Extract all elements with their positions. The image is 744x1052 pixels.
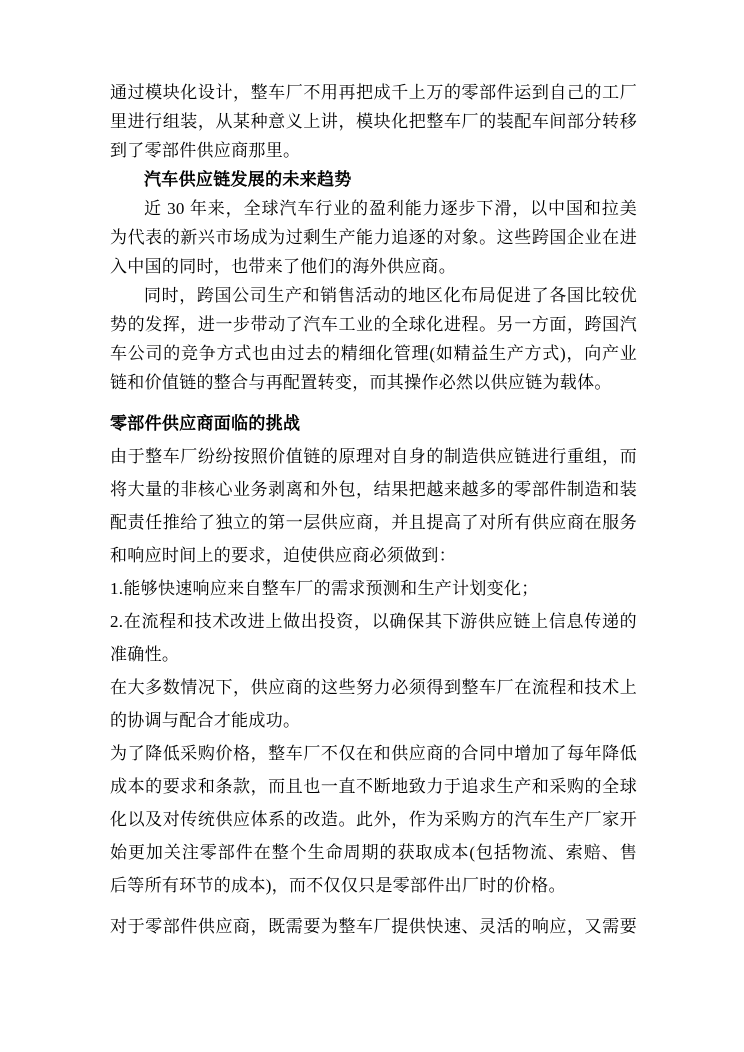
section-heading [110, 407, 637, 440]
text-line: 链和价值链的整合与再配置转变，而其操作必然以供应链为载体。 [110, 373, 612, 392]
text-line: 势的发挥，进一步带动了汽车工业的全球化进程。另一方面，跨国汽 [110, 315, 637, 334]
text-line: 和响应时间上的要求，迫使供应商必须做到： [110, 546, 456, 565]
text-line: 后等所有环节的成本)，而不仅仅只是零部件出厂时的价格。 [110, 876, 566, 895]
heading-text: 汽车供应链发展的未来趋势 [144, 170, 352, 189]
text-line: 近 30 年来，全球汽车行业的盈利能力逐步下滑，以中国和拉美 [144, 199, 637, 218]
text-line: 准确性。 [110, 645, 180, 664]
document-body [110, 78, 637, 943]
paragraph [110, 737, 637, 902]
text-line: 在大多数情况下，供应商的这些努力必须得到整车厂在流程和技术上 [110, 678, 637, 697]
text-line: 为代表的新兴市场成为过剩生产能力追逐的对象。这些跨国企业在进 [110, 228, 637, 247]
text-line: 成本的要求和条款，而且也一直不断地致力于追求生产和采购的全球 [110, 777, 637, 796]
text-line: 将大量的非核心业务剥离和外包，结果把越来越多的零部件制造和装 [110, 480, 637, 499]
paragraph [110, 194, 637, 281]
text-line: 由于整车厂纷纷按照价值链的原理对自身的制造供应链进行重组，而 [110, 447, 637, 466]
paragraph [110, 605, 637, 671]
text-line: 2.在流程和技术改进上做出投资，以确保其下游供应链上信息传递的 [110, 612, 637, 631]
text-line: 入中国的同时，也带来了他们的海外供应商。 [110, 257, 456, 276]
text-line: 化以及对传统供应体系的改造。此外，作为采购方的汽车生产厂家开 [110, 810, 637, 829]
paragraph [110, 671, 637, 737]
text-line: 车公司的竞争方式也由过去的精细化管理(如精益生产方式)，向产业 [110, 344, 637, 363]
text-line: 对于零部件供应商，既需要为整车厂提供快速、灵活的响应，又需要 [110, 917, 637, 936]
text-line: 配责任推给了独立的第一层供应商，并且提高了对所有供应商在服务 [110, 513, 637, 532]
heading-text: 零部件供应商面临的挑战 [110, 414, 301, 433]
section-heading [110, 165, 637, 194]
text-line: 的协调与配合才能成功。 [110, 711, 301, 730]
text-line: 为了降低采购价格，整车厂不仅在和供应商的合同中增加了每年降低 [110, 744, 637, 763]
paragraph [110, 572, 637, 605]
text-line: 1.能够快速响应来自整车厂的需求预测和生产计划变化； [110, 579, 539, 598]
text-line: 同时，跨国公司生产和销售活动的地区化布局促进了各国比较优 [144, 286, 637, 305]
paragraph [110, 281, 637, 397]
text-line: 始更加关注零部件在整个生命周期的获取成本(包括物流、索赔、售 [110, 843, 637, 862]
text-line: 到了零部件供应商那里。 [110, 141, 301, 160]
text-line: 里进行组装，从某种意义上讲，模块化把整车厂的装配车间部分转移 [110, 112, 637, 131]
text-line: 通过模块化设计，整车厂不用再把成千上万的零部件运到自己的工厂 [110, 83, 637, 102]
paragraph [110, 910, 637, 943]
paragraph [110, 440, 637, 572]
paragraph [110, 78, 637, 165]
